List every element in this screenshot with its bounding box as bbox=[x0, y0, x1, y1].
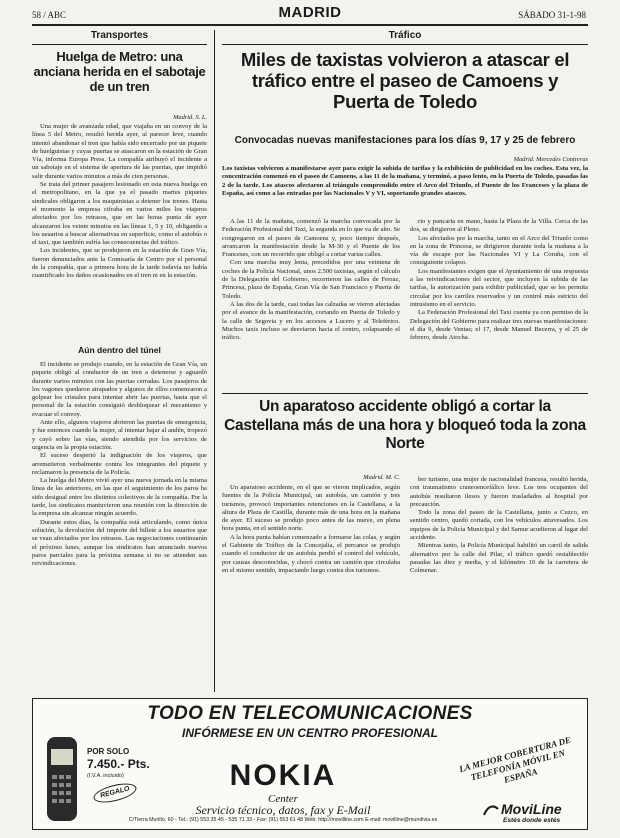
right-col-d bbox=[410, 476, 588, 690]
ad-subheadline: INFÓRMESE EN UN CENTRO PROFESIONAL bbox=[181, 726, 438, 740]
right-lead: Los taxistas volvieron a manifestarse ayer para exigir la subida de tarifas y la exhibición de publicidad en los coches. Esta vez, la concentración comenzó en el paseo de Camoens, a las 11 de la mañana, y terminó, a paso lento, en la Puerta de Toledo, pasadas las 2 de la tarde. Los atascos afectaron al triángulo comprendido entre el Arco del Triunfo, el Puente de los Franceses y la plaza de España, así como a las entradas por las Nacionales V y VI, soportando grandes atascos. bbox=[222, 165, 588, 197]
left-paragraph: La huelga del Metro vivió ayer una nueva jornada en la misma línea de las anteriores, en las que el seguimiento de los paros ha sido desigual entre los distintos colectivos de la compañía. Por la tarde, los sindicatos mantuvieron una reunión con la dirección de la empresa sin alcanzar ningún acuerdo. bbox=[32, 477, 207, 518]
right-paragraph: ber turismo, una mujer de nacionalidad francesa, resultó herida, con traumatismo craneoencefálico leve. Los tres ocupantes del autobús resultaron ilesos y fueron trasladados al hospital por precaución. bbox=[410, 476, 588, 508]
ad-brand-sub: Center bbox=[268, 793, 298, 805]
right-paragraph: A las 11 de la mañana, comenzó la marcha convocada por la Federación Profesional del Taxi, la segunda en lo que va de año. Se congregaron en el paseo de Camoens y, poco tiempo después, arrancaron la manifestación desde la M-30 y el Puente de los Franceses, con un recorrido que obligó a cortar varias calles. bbox=[222, 218, 400, 259]
left-paragraph: Ante ello, algunos viajeros abrieron las puertas de emergencia, y fue entonces cuando la mujer, al intentar bajar al andén, tropezó y cayó sobre las vías, siendo atendida por los servicios de urgencia en la propia estación. bbox=[32, 419, 207, 451]
mobile-phone-icon bbox=[41, 735, 83, 823]
ad-brand2: MoviLine bbox=[501, 801, 562, 817]
left-body bbox=[32, 123, 207, 335]
right-paragraph: Los manifestantes exigen que el Ayuntamiento dé una respuesta a las reivindicaciones del sector, que incluyen la subida de las tarifas, la autorización para exhibir publicidad, que se les permita circular por los carriles reservados y un control más estricto del intrusismo en el servicio. bbox=[410, 267, 588, 308]
left-section-rule bbox=[32, 44, 207, 45]
ad-headline: TODO EN TELECOMUNICACIONES bbox=[147, 703, 473, 724]
right-section-label: Tráfico bbox=[388, 30, 422, 41]
ad-web: Web: http://movilline.com bbox=[304, 817, 364, 823]
right-byline-2: Madrid. M. C. bbox=[363, 474, 400, 481]
right-headline: Miles de taxistas volvieron a atascar el tráfico entre el paseo de Camoens y Puerta de Toledo bbox=[240, 49, 570, 112]
ad-price: 7.450.- Pts. bbox=[87, 757, 150, 771]
right-byline: Madrid. Mercedes Contreras bbox=[513, 156, 588, 163]
left-headline: Huelga de Metro: una anciana herida en el sabotaje de un tren bbox=[33, 49, 206, 94]
right-col-c bbox=[222, 484, 400, 690]
moviline-swoosh-icon bbox=[483, 803, 499, 817]
right-col-b bbox=[410, 218, 588, 388]
ad-brand2-tagline: Estés donde estés bbox=[503, 817, 561, 824]
page-number: 58 / ABC bbox=[32, 10, 67, 20]
left-paragraph: Durante estos días, la compañía está articulando, como única solución, la devolución del importe del billete a los usuarios que se vean afectados por los retrasos. Las negociaciones continuarán el próximo lunes, aunque los sindicatos han anunciado nuevos paros parciales para la próxima semana si no se atienden sus reivindicaciones. bbox=[32, 518, 207, 568]
section-title: MADRID bbox=[278, 4, 342, 21]
left-paragraph: El incidente se produjo cuando, en la estación de Gran Vía, un piquete obligó al conductor de un tren a detenerse y aguardó durante varios minutos con las puertas cerradas. Los pasajeros de los vagones quedaron atrapados y algunos de ellos comenzaron a golpear los cristales para intentar abrir las puertas, hasta que el personal de la estación consiguió desbloquear el mecanismo y evacuar el convoy. bbox=[32, 361, 207, 418]
ad-slogan: LA MEJOR COBERTURA DE TELEFONÍA MÓVIL EN ESPAÑA bbox=[458, 734, 572, 785]
right-headline-2: Un aparatoso accidente obligó a cortar la Castellana más de una hora y bloqueó toda la zona Norte bbox=[224, 398, 586, 452]
left-paragraph: Los incidentes, que se produjeron en la estación de Gran Vía, fueron denunciados ante la Comisaría de Centro por el personal de la compañía, que a primera hora de la tarde todavía no había cuantificado los daños ocasionados en el tren ni en la estación. bbox=[32, 247, 207, 280]
right-paragraph: Los afectados por la marcha, tanto en el Arco del Triunfo como en la zona de Princesa, se dirigieron durante toda la mañana a la vía de escape por las Nacionales VI y La Coruña, con el consiguiente colapso. bbox=[410, 234, 588, 267]
right-col-a bbox=[222, 218, 400, 388]
left-body-2 bbox=[32, 361, 207, 693]
right-paragraph: rio y pancarta en mano, hasta la Plaza de la Villa. Cerca de las dos, se dirigieron al Pleno. bbox=[410, 218, 588, 234]
ad-email: E-mail: movilline@mundivia.es bbox=[365, 817, 438, 823]
column-divider bbox=[214, 30, 215, 692]
right-section-rule bbox=[222, 44, 588, 45]
advertisement bbox=[32, 698, 588, 830]
ad-address: C/Tierra Murillo, 60 - Tel.: (91) 553 35 45 - 535 71 33 - Fax: (91) 553 61 48 bbox=[128, 817, 304, 823]
left-paragraph: Se trata del primer pasajero lesionado en esta nueva huelga en el metropolitano, en la que ya el pasado martes piquetes sindicales obligaron a los maquinistas a detener los trenes. Hasta el momento la empresa cifraba en varios miles los viajeros afectados por los retrasos, que en las horas punta de ayer alcanzaron los veinte minutos en las líneas 1, 5 y 10, obligando a los usuarios a buscar alternativas en superficie, como el autobús o el taxi, que también sufría las consecuencias del tráfico. bbox=[32, 181, 207, 247]
page-date: SÁBADO 31-1-98 bbox=[518, 10, 586, 20]
right-paragraph: Todo la zona del paseo de la Castellana, junto a Cuzco, en sentido centro, quedó cortada, con los vehículos atravesados. Los equipos de la Policía Municipal y del Samur acudieron al lugar del accidente. bbox=[410, 509, 588, 542]
header-rule bbox=[32, 24, 588, 26]
left-subhead: Aún dentro del túnel bbox=[78, 345, 161, 355]
right-paragraph: A la hora punta habían comenzado a formarse las colas, y según el Gabinete de Tráfico de la Concejalía, el percance se produjo cuando el conductor de un autobús perdió el control del vehículo, por causas desconocidas, y chocó contra un camión que circulaba en el mismo sentido, impactando luego contra dos turismos. bbox=[222, 533, 400, 574]
right-paragraph: Un aparatoso accidente, en el que se vieron implicados, según fuentes de la Policía Municipal, un autobús, un camión y tres turismos, provocó importantes retenciones en la Castellana, a la altura de Plaza de Castilla, durante más de una hora en la mañana de ayer. El suceso se produjo poco antes de las nueve, en plena hora punta, en el sentido norte. bbox=[222, 484, 400, 533]
article-separator bbox=[222, 393, 588, 394]
ad-price-note: (I.V.A. incluido) bbox=[87, 773, 124, 779]
ad-contact bbox=[113, 817, 453, 823]
right-paragraph: La Federación Profesional del Taxi cuenta ya con permiso de la Delegación del Gobierno para realizar tres nuevas manifestaciones: el día 9, desde Ventas; el 17, desde Manuel Becerra, y el 25 de febrero, desde Atocha. bbox=[410, 309, 588, 342]
ad-services: Servicio técnico, datos, fax y E-Mail bbox=[195, 803, 371, 817]
right-paragraph: Mientras tanto, la Policía Municipal habilitó un carril de salida alternativo por la calle del Pilar, el tráfico quedó restablecido pasadas las diez y media, y el kilómetro 10 de la carretera de Colmenar. bbox=[410, 542, 588, 575]
ad-gift-badge: REGALO bbox=[92, 780, 139, 806]
right-paragraph: A las dos de la tarde, casi todas las calzadas se vieron afectadas por el avance de la manifestación, cortando en Puerta de Toledo y la calle de Segovia y en los accesos a Lucero y al Teleférico. Muchos taxis incluso se desviaron hacia el centro, colapsando el tráfico. bbox=[222, 300, 400, 342]
right-paragraph: Con una marcha muy lenta, precedidos por una veintena de coches de la Policía Nacional, unos 2.500 taxistas, según el cálculo de la Delegación del Gobierno, recorrieron las calles de Ferraz, Princesa, plaza de España, Gran Vía de San Francisco y Puerta de Toledo. bbox=[222, 259, 400, 300]
left-section-label: Transportes bbox=[90, 30, 149, 41]
left-paragraph: El suceso despertó la indignación de los viajeros, que arremetieron verbalmente contra los integrantes del piquete y reclamaron la presencia de la Policía. bbox=[32, 452, 207, 476]
left-byline: Madrid. S. L. bbox=[173, 114, 207, 121]
ad-brand-logo: NOKIA bbox=[229, 759, 337, 792]
left-paragraph: Una mujer de avanzada edad, que viajaba en un convoy de la línea 5 del Metro, resultó herida ayer, al parecer leve, cuando intentó abandonar el tren que había sido encerrado por un piquete de huelguistas y cuyas puertas se atascaron en la estación de Gran Vía, informa Europa Press. La compañía atribuyó el incidente a un sabotaje en el sistema de apertura de las puertas, que impidió salir durante varios minutos a más de cien personas. bbox=[32, 123, 207, 180]
ad-price-label: POR SOLO bbox=[87, 747, 130, 756]
right-deck: Convocadas nuevas manifestaciones para los días 9, 17 y 25 de febrero bbox=[234, 135, 576, 146]
